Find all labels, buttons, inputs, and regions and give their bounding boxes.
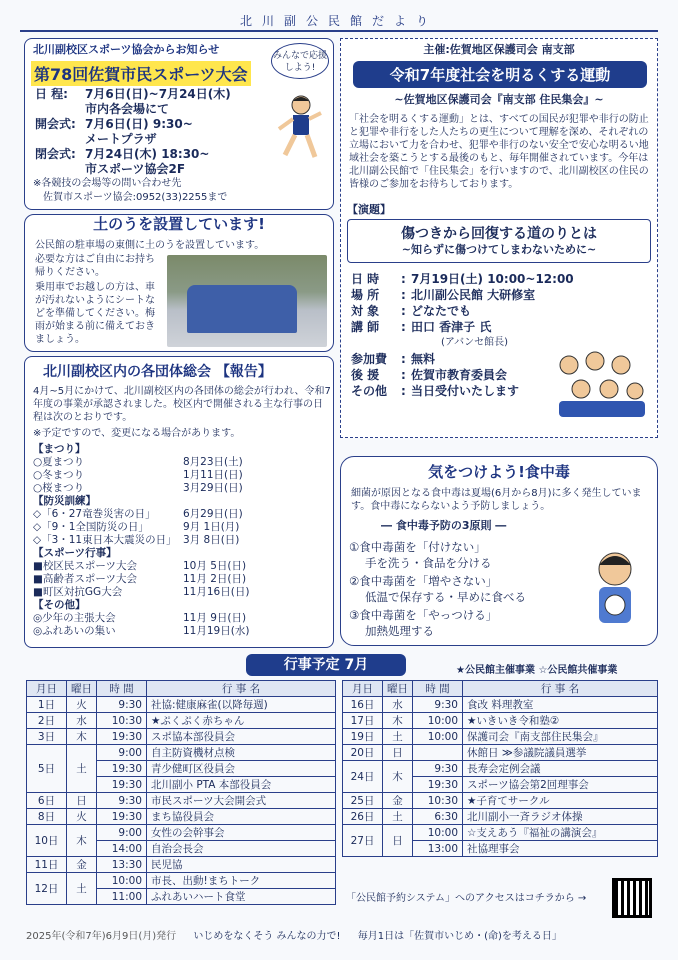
lecture-detail-value: 7月19日(土) 10:00~12:00 <box>411 272 574 286</box>
sandbag-photo <box>167 255 327 347</box>
groups-event <box>33 508 273 521</box>
lecture-detail-key: 対 象 <box>351 304 380 318</box>
schedule-time: 19:30 <box>97 761 147 777</box>
schedule-dow: 木 <box>383 761 413 793</box>
col-dow: 曜日 <box>67 681 97 697</box>
groups-event-name: ◇「9・1全国防災の日」 <box>33 521 149 533</box>
schedule-row <box>27 793 336 809</box>
groups-event-name: ■校区民スポーツ大会 <box>33 560 138 572</box>
schedule-dow: 土 <box>67 745 97 793</box>
schedule-row <box>343 793 658 809</box>
sports-contact: 佐賀市スポーツ協会:0952(33)2255まで <box>43 192 228 203</box>
movement-title: 令和7年度社会を明るくする運動 <box>353 61 647 88</box>
groups-event-date: 11月19日(水) <box>183 625 250 637</box>
schedule-row <box>343 713 658 729</box>
schedule-time: 6:30 <box>413 809 463 825</box>
schedule-time: 10:30 <box>97 713 147 729</box>
sports-note: ※各競技の会場等の問い合わせ先 <box>33 178 182 189</box>
schedule-time: 9:30 <box>97 793 147 809</box>
schedule-time <box>413 745 463 761</box>
schedule-day: 1日 <box>27 697 67 713</box>
schedule-row <box>343 745 658 761</box>
schedule-day: 19日 <box>343 729 383 745</box>
lecture-detail-row <box>351 303 651 319</box>
sports-schedule <box>35 87 265 177</box>
sports-row <box>35 132 265 147</box>
lecture-detail-key: 講 師 <box>351 320 380 334</box>
lecture-title-box <box>347 219 651 263</box>
groups-title-text: 北川副校区内の各団体総会 <box>43 364 211 380</box>
lecture-detail-row <box>351 287 651 303</box>
groups-event-date: 10月 5日(日) <box>183 560 247 572</box>
footer <box>26 930 658 943</box>
schedule-event: 女性の会幹事会 <box>147 825 336 841</box>
schedule-day: 17日 <box>343 713 383 729</box>
groups-section-head: 【まつり】 <box>33 443 86 455</box>
sandbag-title: 土のうを設置しています! <box>93 215 265 233</box>
schedule-row <box>343 809 658 825</box>
food-rule-head: ― 食中毒予防の3原則 ― <box>381 519 507 532</box>
sports-row-label: 日 程: <box>35 87 68 101</box>
groups-event <box>33 612 273 625</box>
lecture-detail-sep: : <box>401 352 406 366</box>
schedule-event: 市長、出動!まちトーク <box>147 873 336 889</box>
lecture-detail-key: その他 <box>351 384 388 398</box>
anti-bullying-day: 毎月1日は「佐賀市いじめ・(命)を考える日」 <box>357 931 562 942</box>
groups-section-head: 【防災訓練】 <box>33 495 96 507</box>
groups-event-date: 3月29日(日) <box>183 482 243 494</box>
schedule-day: 12日 <box>27 873 67 905</box>
schedule-event: 社協:健康麻雀(以降毎週) <box>147 697 336 713</box>
groups-event <box>33 482 273 495</box>
groups-event-date: 11月16日(日) <box>183 586 250 598</box>
col-day: 月日 <box>343 681 383 697</box>
schedule-event: 長寿会定例会議 <box>463 761 658 777</box>
lecture-detail-sep: : <box>401 272 406 286</box>
sports-org: 北川副校区スポーツ協会からお知らせ <box>33 43 220 56</box>
schedule-event: 休館日 ≫参議院議員選挙 <box>463 745 658 761</box>
col-day: 月日 <box>27 681 67 697</box>
schedule-dow: 日 <box>67 793 97 809</box>
schedule-time: 9:30 <box>413 697 463 713</box>
lecture-detail-sep: : <box>401 304 406 318</box>
groups-event <box>33 586 273 599</box>
sports-row-label <box>35 132 85 147</box>
col-time: 時 間 <box>413 681 463 697</box>
sports-row-label <box>35 102 85 117</box>
schedule-row <box>27 809 336 825</box>
schedule-event: ★子育てサークル <box>463 793 658 809</box>
groups-event-name: ○冬まつり <box>33 469 85 481</box>
schedule-event: 市民スポーツ大会開会式 <box>147 793 336 809</box>
schedule-event: 自主防資機材点検 <box>147 745 336 761</box>
schedule-event: ★いきいき令和塾② <box>463 713 658 729</box>
schedule-event: スポーツ協会第2回理事会 <box>463 777 658 793</box>
groups-section-head: 【スポーツ行事】 <box>33 547 117 559</box>
schedule-day: 20日 <box>343 745 383 761</box>
sports-row <box>35 117 265 132</box>
food-body: 細菌が原因となる食中毒は夏場(6月から8月)に多く発生しています。食中毒にならないよう予防しましょう。 <box>351 488 642 512</box>
schedule-title: 行事予定 7月 <box>246 654 406 676</box>
lecture-detail-key <box>351 335 401 351</box>
lecture-detail-sep: : <box>401 320 406 334</box>
schedule-dow: 火 <box>67 809 97 825</box>
lecture-detail-value: 北川副公民館 大研修室 <box>411 288 536 302</box>
schedule-row <box>343 825 658 841</box>
groups-event-name: ◇「3・11東日本大震災の日」 <box>33 534 177 546</box>
sports-title: 第78回佐賀市民スポーツ大会 <box>31 61 251 86</box>
schedule-time: 10:00 <box>97 873 147 889</box>
schedule-dow: 土 <box>383 809 413 825</box>
col-dow: 曜日 <box>383 681 413 697</box>
schedule-event: 青少健町区役員会 <box>147 761 336 777</box>
schedule-dow: 土 <box>383 729 413 745</box>
schedule-day: 24日 <box>343 761 383 793</box>
schedule-time: 14:00 <box>97 841 147 857</box>
schedule-table-right <box>342 680 658 857</box>
runner-illustration <box>267 93 327 173</box>
schedule-legend: ★公民館主催事業 ☆公民館共催事業 <box>456 665 618 676</box>
movement-box <box>340 38 658 438</box>
lecture-detail-row <box>351 271 651 287</box>
lecture-detail-value: 佐賀市教育委員会 <box>411 368 508 382</box>
lecture-detail-sep: : <box>401 368 406 382</box>
sports-row-text: メートプラザ <box>85 132 157 146</box>
schedule-dow: 日 <box>383 825 413 857</box>
food-rule: ③食中毒菌を「やっつける」 <box>349 608 498 622</box>
col-event: 行 事 名 <box>463 681 658 697</box>
schedule-day: 10日 <box>27 825 67 857</box>
schedule-event: 民児協 <box>147 857 336 873</box>
access-link[interactable]: 「公民館予約システム」へのアクセスはコチラから → <box>346 893 587 904</box>
sports-row <box>35 102 265 117</box>
groups-section-head: 【その他】 <box>33 599 86 611</box>
food-rule-detail: 加熱処理する <box>365 624 434 638</box>
lecture-detail-sep <box>401 335 411 351</box>
schedule-day: 11日 <box>27 857 67 873</box>
groups-event-date: 3月 8日(日) <box>183 534 240 546</box>
schedule-event: スポ協本部役員会 <box>147 729 336 745</box>
lecture-detail-key: 参加費 <box>351 352 388 366</box>
groups-title <box>43 361 272 381</box>
schedule-dow: 土 <box>67 873 97 905</box>
lecture-detail-key: 後 援 <box>351 368 380 382</box>
groups-intro: 4月~5月にかけて、北川副校区内の各団体の総会が行われ、令和7年度の事業が承認されました。校区内で開催される主な行事の日程は次のとおりです。 <box>33 386 331 423</box>
schedule-event: まち協役員会 <box>147 809 336 825</box>
schedule-day: 8日 <box>27 809 67 825</box>
col-time: 時 間 <box>97 681 147 697</box>
schedule-row <box>27 825 336 841</box>
sports-row-text: 7月6日(日)~7月24日(木) <box>85 87 231 101</box>
food-rule-detail: 低温で保存する・早めに食べる <box>365 590 526 604</box>
food-box <box>340 456 658 646</box>
lecture-detail-value: 無料 <box>411 352 436 366</box>
schedule-time: 9:30 <box>97 697 147 713</box>
schedule-dow: 火 <box>67 697 97 713</box>
lecture-detail-value: 田口 香津子 氏 <box>411 320 492 334</box>
people-illustration <box>549 345 649 419</box>
schedule-event: 自治会長会 <box>147 841 336 857</box>
schedule-dow: 水 <box>383 697 413 713</box>
groups-event <box>33 573 273 586</box>
groups-event-name: ■高齢者スポーツ大会 <box>33 573 138 585</box>
groups-event-name: ■町区対抗GG大会 <box>33 586 123 598</box>
sports-row-text: 市スポーツ協会2F <box>85 162 186 176</box>
schedule-event: ★ぷくぷく赤ちゃん <box>147 713 336 729</box>
schedule-day: 5日 <box>27 745 67 793</box>
schedule-day: 2日 <box>27 713 67 729</box>
groups-box <box>24 356 334 648</box>
groups-event-date: 9月 1日(月) <box>183 521 240 533</box>
sports-row-text: 7月6日(日) 9:30~ <box>85 117 193 131</box>
sports-row-label: 開会式: <box>35 117 76 131</box>
groups-event-name: ○夏まつり <box>33 456 85 468</box>
schedule-dow: 日 <box>383 745 413 761</box>
food-rule: ①食中毒菌を「付けない」 <box>349 540 486 554</box>
sandbag-line-3: 乗用車でお越しの方は、車が汚れないようにシートなどを準備してください。梅雨が始まる前に備えておきましょう。 <box>35 282 155 345</box>
schedule-header-row <box>27 681 336 697</box>
schedule-row <box>343 761 658 777</box>
lecture-head: 【演題】 <box>347 203 391 216</box>
movement-body: 「社会を明るくする運動」とは、すべての国民が犯罪や非行の防止と犯罪や非行をした人たちの更生について理解を深め、それぞれの立場において力を合わせ、犯罪や非行のない安全で安心な明るい地域社会を築こうとする最後のもと、毎年開催されています。今年は北川副公民館で「住民集会」を行いますので、北川副校区の住民の皆様のご参加をお待ちしております。 <box>349 114 649 190</box>
schedule-time: 10:30 <box>413 793 463 809</box>
sports-row-label: 閉会式: <box>35 147 76 161</box>
sports-row-text: 市内各会場にて <box>85 102 170 116</box>
schedule-day: 16日 <box>343 697 383 713</box>
schedule-row <box>27 697 336 713</box>
schedule-row <box>27 873 336 889</box>
sports-row <box>35 147 265 162</box>
groups-event-date: 6月29日(日) <box>183 508 243 520</box>
schedule-event: 北川副小 PTA 本部役員会 <box>147 777 336 793</box>
groups-sections <box>33 443 273 638</box>
cheer-bubble: みんなで応援しよう! <box>271 43 329 79</box>
lecture-detail-sep: : <box>401 288 406 302</box>
groups-event <box>33 469 273 482</box>
schedule-row <box>27 857 336 873</box>
schedule-event: 社協理事会 <box>463 841 658 857</box>
schedule-event: ☆支えあう『福祉の講演会』 <box>463 825 658 841</box>
schedule-time: 9:00 <box>97 745 147 761</box>
groups-note: ※予定ですので、変更になる場合があります。 <box>33 428 241 439</box>
groups-event-name: ○桜まつり <box>33 482 85 494</box>
lecture-detail-key: 日 時 <box>351 272 380 286</box>
lecture-title: 傷つきから回復する道のりとは <box>401 226 597 242</box>
groups-event <box>33 521 273 534</box>
sports-row-label <box>35 162 85 177</box>
schedule-row <box>27 729 336 745</box>
schedule-event: 食改 料理教室 <box>463 697 658 713</box>
schedule-event: ふれあいハート食堂 <box>147 889 336 905</box>
groups-event <box>33 625 273 638</box>
schedule-event: 保護司会『南支部住民集会』 <box>463 729 658 745</box>
sandbag-line-1: 公民館の駐車場の東側に土のうを設置しています。 <box>35 240 265 251</box>
schedule-day: 6日 <box>27 793 67 809</box>
schedule-time: 9:30 <box>413 761 463 777</box>
sports-row <box>35 162 265 177</box>
schedule-day: 27日 <box>343 825 383 857</box>
issue-date: 2025年(令和7年)6月9日(月)発行 <box>26 931 177 942</box>
lecture-detail-row <box>351 319 651 335</box>
schedule-dow: 木 <box>383 713 413 729</box>
groups-event-name: ◇「6・27竜巻災害の日」 <box>33 508 156 520</box>
sports-row-text: 7月24日(木) 18:30~ <box>85 147 210 161</box>
food-rule-detail: 手を洗う・食品を分ける <box>365 556 492 570</box>
schedule-dow: 木 <box>67 825 97 857</box>
groups-tag: 【報告】 <box>215 364 272 380</box>
schedule-row <box>27 713 336 729</box>
schedule-header-row <box>343 681 658 697</box>
schedule-day: 3日 <box>27 729 67 745</box>
col-event: 行 事 名 <box>147 681 336 697</box>
sports-notice-box <box>24 38 334 210</box>
qr-code[interactable] <box>612 878 652 918</box>
schedule-event: 北川副小一斉ラジオ体操 <box>463 809 658 825</box>
schedule-time: 10:00 <box>413 825 463 841</box>
groups-event <box>33 534 273 547</box>
lecture-detail-sep: : <box>401 384 406 398</box>
lecture-detail-value: 当日受付いたします <box>411 384 520 398</box>
sick-child-illustration <box>585 547 645 637</box>
sandbag-line-2: 必要な方はご自由にお持ち帰りください。 <box>35 254 155 278</box>
groups-event-date: 8月23日(土) <box>183 456 243 468</box>
groups-event <box>33 560 273 573</box>
food-rules <box>349 539 569 641</box>
movement-host: 主催:佐賀地区保護司会 南支部 <box>423 43 575 56</box>
food-rule: ②食中毒菌を「増やさない」 <box>349 574 498 588</box>
food-title: 気をつけよう!食中毒 <box>428 463 570 481</box>
schedule-time: 19:30 <box>97 777 147 793</box>
schedule-day: 26日 <box>343 809 383 825</box>
schedule-time: 10:00 <box>413 713 463 729</box>
schedule-row <box>343 729 658 745</box>
schedule-time: 11:00 <box>97 889 147 905</box>
schedule-time: 13:30 <box>97 857 147 873</box>
slogan: いじめをなくそう みんなの力で! <box>193 931 341 942</box>
groups-event <box>33 456 273 469</box>
schedule-time: 9:00 <box>97 825 147 841</box>
sandbag-box <box>24 214 334 352</box>
newsletter-title: 北川副公民館だより <box>20 10 658 32</box>
schedule-day: 25日 <box>343 793 383 809</box>
movement-subtitle: ~佐賀地区保護司会『南支部 住民集会』~ <box>394 93 604 106</box>
lecture-detail-key: 場 所 <box>351 288 380 302</box>
lecture-detail-value: (アバンセ館長) <box>441 337 509 348</box>
schedule-time: 13:00 <box>413 841 463 857</box>
schedule-time: 19:30 <box>413 777 463 793</box>
schedule-dow: 金 <box>67 857 97 873</box>
sports-row <box>35 87 265 102</box>
groups-event-date: 1月11日(日) <box>183 469 243 481</box>
schedule-dow: 木 <box>67 729 97 745</box>
schedule-row <box>343 697 658 713</box>
schedule-time: 10:00 <box>413 729 463 745</box>
groups-event-name: ◎ふれあいの集い <box>33 625 116 637</box>
groups-event-name: ◎少年の主張大会 <box>33 612 116 624</box>
groups-event-date: 11月 2日(日) <box>183 573 247 585</box>
groups-event-date: 11月 9日(日) <box>183 612 247 624</box>
schedule-dow: 水 <box>67 713 97 729</box>
lecture-detail-value: どなたでも <box>411 304 472 318</box>
schedule-table-left <box>26 680 336 905</box>
schedule-time: 19:30 <box>97 729 147 745</box>
lecture-subtitle: ~知らずに傷つけてしまわないために~ <box>401 243 597 256</box>
schedule-row <box>27 745 336 761</box>
schedule-dow: 金 <box>383 793 413 809</box>
schedule-time: 19:30 <box>97 809 147 825</box>
